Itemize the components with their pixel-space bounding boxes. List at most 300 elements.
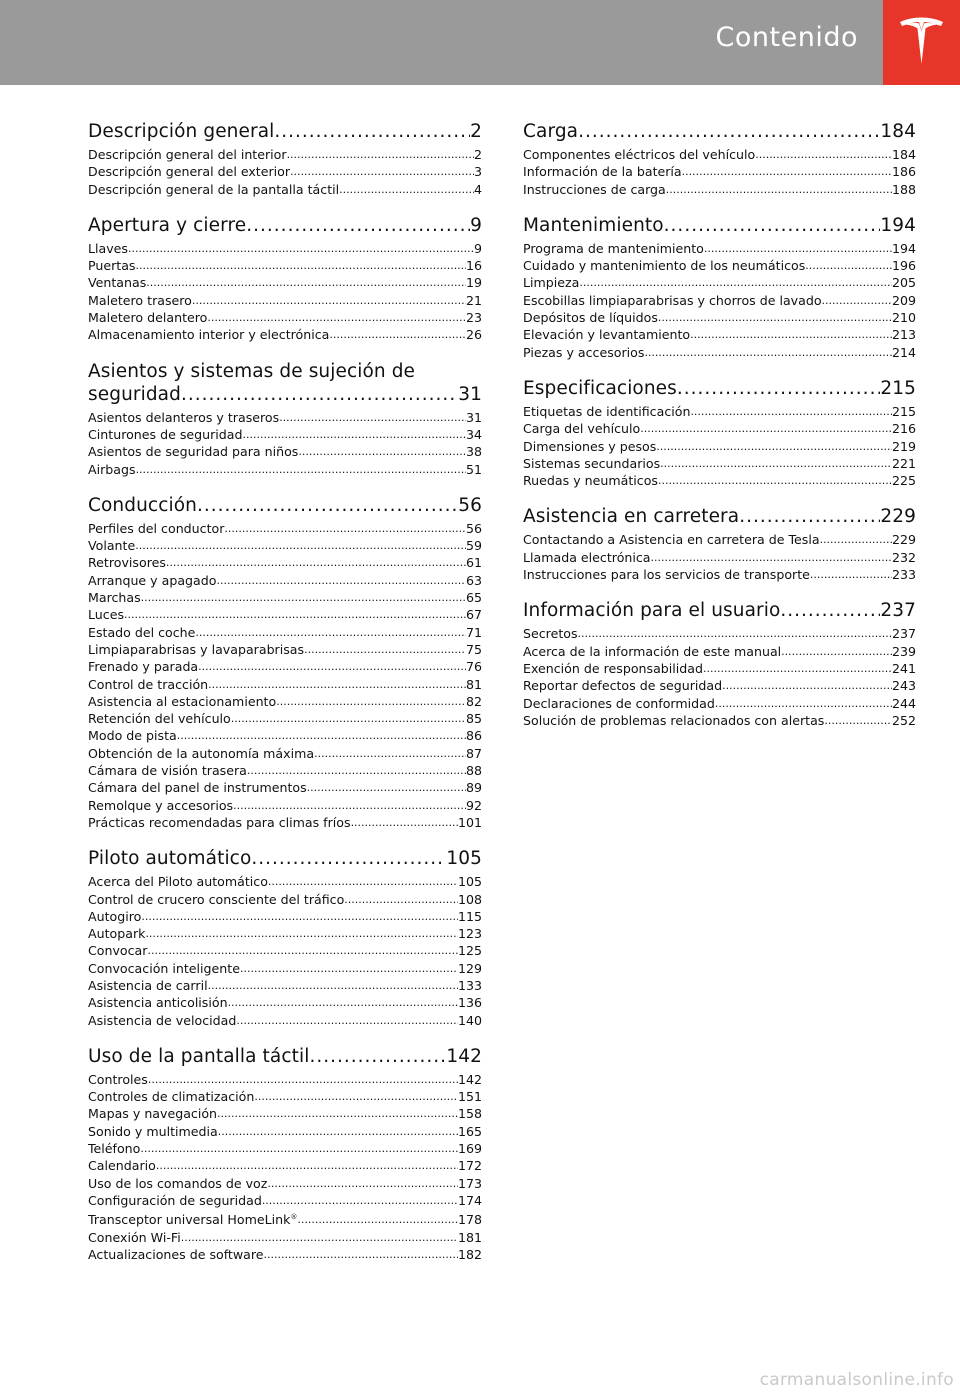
dot-leader [658,472,892,489]
toc-entry[interactable] [523,712,916,729]
toc-entry[interactable] [88,994,482,1011]
section-title-text: Piloto automático [88,848,252,870]
section-title[interactable] [523,120,916,143]
section-page-number: 237 [880,600,916,622]
toc-entry-text: Teléfono [88,1141,141,1157]
toc-entry-label [88,908,141,925]
dot-leader [140,1140,458,1157]
toc-entry-page: 133 [457,977,482,993]
dot-leader [703,660,892,677]
toc-entry[interactable] [88,163,482,180]
dot-leader [644,344,892,361]
section-title[interactable] [523,377,916,400]
dot-leader [136,257,466,274]
toc-entry-text: Llaves [88,240,128,256]
toc-entry[interactable] [523,566,916,583]
dot-leader [267,1175,458,1192]
toc-entry-page: 205 [891,275,916,291]
dot-leader [290,163,474,180]
toc-entry-label [523,677,722,694]
toc-entry[interactable] [88,443,482,460]
toc-entry[interactable] [88,1105,482,1122]
dot-leader [192,292,466,309]
toc-entry[interactable] [523,309,916,326]
toc-entry[interactable] [88,727,482,744]
toc-entry-label [523,625,578,642]
section-items [523,146,916,198]
toc-entry-page: 85 [465,711,482,727]
toc-entry-text: Control de tracción [88,676,209,692]
toc-entry[interactable] [88,606,482,623]
section-title[interactable] [523,214,916,237]
toc-entry-text: Piezas y accesorios [523,344,645,360]
toc-entry[interactable] [523,549,916,566]
toc-entry-page: 173 [457,1175,482,1191]
toc-entry-label [523,472,658,489]
toc-entry[interactable] [523,643,916,660]
section-title-line2: seguridad [88,383,181,405]
toc-entry[interactable] [88,676,482,693]
dot-leader [351,814,458,831]
toc-entry-text: Reportar defectos de seguridad [523,678,723,694]
toc-entry-page: 56 [465,520,482,536]
section-title-text: Uso de la pantalla táctil [88,1045,310,1067]
dot-leader [251,847,446,870]
toc-entry-label [88,163,290,180]
toc-entry-page: 225 [891,473,916,489]
toc-right-column [523,120,916,745]
toc-entry-text: Sistemas secundarios [523,455,661,471]
toc-entry-label [88,326,329,343]
toc-section [88,1045,482,1263]
toc-entry-label [523,420,640,437]
toc-entry[interactable] [523,292,916,309]
toc-entry-page: 158 [457,1106,482,1122]
toc-entry[interactable] [88,1192,482,1209]
toc-entry-label [88,443,298,460]
toc-entry[interactable] [88,520,482,537]
toc-entry[interactable] [88,1012,482,1029]
tesla-logo-icon [883,0,960,85]
dot-leader [664,214,881,237]
toc-entry-page: 196 [891,258,916,274]
dot-leader [141,589,466,606]
toc-entry[interactable] [88,309,482,326]
toc-entry-page: 151 [457,1089,482,1105]
toc-entry-page: 186 [891,164,916,180]
toc-entry-text: Asistencia de carril [88,977,208,993]
section-title-text: Especificaciones [523,377,677,399]
toc-entry-text: Calendario [88,1158,156,1174]
toc-entry[interactable] [88,461,482,478]
toc-entry[interactable] [88,181,482,198]
dot-leader [217,1105,458,1122]
toc-entry-label [88,710,231,727]
section-page-number: 56 [458,494,482,516]
toc-entry[interactable] [523,625,916,642]
dot-leader [148,1071,458,1088]
toc-entry[interactable] [88,146,482,163]
dot-leader [307,779,466,796]
section-items [523,531,916,583]
toc-entry-text: Retrovisores [88,555,166,571]
toc-entry-text: Secretos [523,626,578,642]
toc-entry-text: Frenado y parada [88,659,199,675]
toc-entry[interactable] [88,891,482,908]
toc-entry-text: Llamada electrónica [523,549,651,565]
toc-entry[interactable] [88,960,482,977]
dot-leader [128,240,474,257]
toc-entry-label [523,566,810,583]
toc-entry[interactable] [88,274,482,291]
toc-entry[interactable] [88,572,482,589]
section-title-text: Descripción general [88,121,275,142]
toc-entry[interactable] [88,779,482,796]
toc-entry-label [523,146,755,163]
toc-entry[interactable] [88,658,482,675]
dot-leader [329,326,466,343]
toc-section [523,214,916,361]
dot-leader [651,549,892,566]
toc-entry[interactable] [523,438,916,455]
section-items [88,1071,482,1263]
toc-section [523,120,916,198]
toc-entry-page: 23 [465,310,482,326]
toc-entry-page: 26 [465,327,482,343]
toc-entry-page: 216 [891,421,916,437]
toc-entry-page: 140 [457,1012,482,1028]
toc-section [88,120,482,198]
dot-leader [208,676,466,693]
toc-entry-label [88,274,146,291]
toc-entry[interactable] [88,624,482,641]
toc-entry[interactable] [523,274,916,291]
toc-entry[interactable] [88,1175,482,1192]
toc-entry[interactable] [88,1209,482,1228]
toc-entry-page: 63 [465,572,482,588]
dot-leader [810,566,892,583]
toc-entry[interactable] [88,908,482,925]
dot-leader [822,292,892,309]
toc-entry-page: 169 [457,1141,482,1157]
dot-leader [240,960,458,977]
toc-entry-label [88,292,192,309]
toc-entry-page: 16 [465,258,482,274]
toc-entry-label [88,572,216,589]
toc-entry-label [88,520,224,537]
toc-entry[interactable] [88,537,482,554]
toc-entry[interactable] [523,472,916,489]
toc-entry-label [88,1209,297,1228]
toc-entry-text: Ventanas [88,275,147,291]
toc-entry-text: Configuración de seguridad [88,1192,262,1208]
toc-entry[interactable] [88,814,482,831]
toc-entry-text: Obtención de la autonomía máxima [88,745,315,761]
section-title[interactable] [88,494,482,517]
dot-leader [656,438,892,455]
dot-leader [339,181,474,198]
dot-leader [739,505,880,528]
toc-entry-text: Convocación inteligente [88,960,240,976]
dot-leader [722,677,892,694]
toc-entry[interactable] [88,1246,482,1263]
toc-entry-page: 101 [457,814,482,830]
toc-entry[interactable] [523,677,916,694]
toc-entry-page: 59 [465,538,482,554]
toc-entry-page: 239 [891,643,916,659]
toc-entry-page: 71 [465,624,482,640]
toc-entry-text: Limpieza [523,275,580,291]
toc-entry-label [523,309,658,326]
toc-entry-page: 215 [891,403,916,419]
toc-entry[interactable] [88,942,482,959]
toc-entry-text: Instrucciones de carga [523,181,666,197]
toc-entry-text: Control de crucero consciente del tráfico [88,891,345,907]
section-title-text: Carga [523,121,579,142]
dot-leader [181,383,458,406]
toc-entry-page: 194 [891,240,916,256]
toc-entry-page: 38 [465,444,482,460]
toc-entry-page: 61 [465,555,482,571]
section-title[interactable] [88,120,482,143]
toc-entry-page: 87 [465,745,482,761]
toc-entry-label [523,438,656,455]
toc-entry[interactable] [88,762,482,779]
dot-leader [262,1192,458,1209]
toc-entry[interactable] [523,660,916,677]
toc-entry[interactable] [523,420,916,437]
toc-entry-text: Maletero delantero [88,310,208,326]
toc-entry-page: 237 [891,626,916,642]
toc-entry-label [88,762,247,779]
toc-entry[interactable] [523,257,916,274]
toc-entry-text: Asistencia al estacionamiento [88,693,277,709]
toc-entry-label [523,326,690,343]
section-page-number: 215 [880,377,916,399]
toc-entry-page: 31 [465,409,482,425]
section-title[interactable] [523,505,916,528]
toc-entry-page: 65 [465,590,482,606]
toc-entry-text: Almacenamiento interior y electrónica [88,327,330,343]
toc-entry-page: 232 [891,549,916,565]
toc-entry-page: 184 [891,147,916,162]
toc-entry[interactable] [88,1140,482,1157]
toc-entry-page: 241 [891,660,916,676]
toc-entry-text: Cinturones de seguridad [88,426,243,442]
section-page-number: 194 [880,214,916,236]
toc-entry-text: Carga del vehículo [523,421,641,437]
toc-entry-label [523,274,579,291]
toc-entry-text: Maletero trasero [88,292,192,308]
toc-entry[interactable] [88,240,482,257]
toc-entry-page: 115 [457,908,482,924]
toc-entry-label [88,1192,262,1209]
toc-entry-page: 210 [891,310,916,326]
toc-entry-label [88,814,351,831]
toc-entry[interactable] [88,554,482,571]
toc-entry[interactable] [88,641,482,658]
toc-entry-page: 142 [457,1071,482,1087]
toc-entry-label [88,181,339,198]
toc-entry-page: 92 [465,797,482,813]
toc-entry-page: 181 [457,1229,482,1245]
toc-entry[interactable] [88,326,482,343]
dot-leader [755,146,892,163]
toc-entry-label [88,240,128,257]
toc-entry[interactable] [88,873,482,890]
toc-entry-label [88,727,177,744]
dot-leader [682,163,892,180]
toc-entry[interactable] [88,925,482,942]
section-items [88,520,482,831]
toc-entry[interactable] [88,589,482,606]
toc-entry-label [523,163,682,180]
dot-leader [660,455,892,472]
toc-entry-page: 67 [465,607,482,623]
toc-entry-page: 82 [465,693,482,709]
toc-entry-text: Controles de climatización [88,1089,255,1105]
toc-entry-label [523,712,824,729]
section-page-number: 9 [470,214,482,236]
toc-entry-text: Convocar [88,943,148,959]
toc-entry-page: 19 [465,275,482,291]
toc-entry[interactable] [523,146,916,163]
dot-leader [207,309,466,326]
page-title: Contenido [715,22,858,53]
toc-entry-text: Descripción general del exterior [88,164,291,180]
toc-entry-text: Acerca de la información de este manual [523,643,782,659]
toc-entry[interactable] [523,326,916,343]
dot-leader [309,1045,446,1068]
toc-entry-text: Autopark [88,926,146,942]
toc-entry-label [88,1229,181,1246]
toc-entry[interactable] [523,163,916,180]
toc-entry-text: Dimensiones y pesos [523,438,657,454]
toc-entry-text: Ruedas y neumáticos [523,473,658,489]
toc-entry[interactable] [88,745,482,762]
toc-entry-label [88,797,233,814]
section-title[interactable] [88,847,482,870]
toc-entry[interactable] [88,1157,482,1174]
dot-leader [124,606,466,623]
toc-entry[interactable] [523,403,916,420]
dot-leader [236,1012,458,1029]
section-title[interactable] [88,214,482,237]
toc-entry-page: 233 [891,567,916,583]
dot-leader [264,1246,458,1263]
toc-entry-page: 4 [473,181,482,197]
toc-entry-label [88,1140,140,1157]
toc-entry-label [88,1123,218,1140]
toc-entry[interactable] [523,455,916,472]
dot-leader [780,599,880,622]
toc-entry[interactable] [523,695,916,712]
toc-entry-label [88,426,243,443]
toc-entry-page: 182 [457,1247,482,1263]
toc-entry[interactable] [523,344,916,361]
toc-entry-page: 108 [457,891,482,907]
toc-entry[interactable] [88,977,482,994]
toc-entry[interactable] [88,257,482,274]
toc-entry-label [88,1175,267,1192]
toc-entry-page: 51 [465,461,482,477]
toc-entry-label [88,146,287,163]
section-items [523,625,916,729]
dot-leader [781,643,892,660]
toc-entry-text: Transceptor universal HomeLink [88,1212,291,1228]
toc-entry-label [88,641,304,658]
toc-entry[interactable] [88,1123,482,1140]
watermark: carmanualsonline.info [759,1370,954,1390]
toc-entry[interactable] [88,1229,482,1246]
dot-leader [298,443,466,460]
toc-entry-text: Información de la batería [523,164,682,180]
section-title-text: Apertura y cierre [88,214,247,236]
toc-entry[interactable] [88,409,482,426]
toc-entry[interactable] [523,531,916,548]
toc-entry-text: Etiquetas de identificación [523,403,691,419]
toc-entry-page: 34 [465,426,482,442]
toc-entry-text: Instrucciones para los servicios de transporte [523,567,810,583]
dot-leader [274,120,470,143]
toc-entry[interactable] [523,181,916,198]
toc-entry-page: 214 [891,344,916,360]
toc-entry-page: 76 [465,659,482,675]
toc-entry-page: 188 [891,181,916,197]
section-page-number: 142 [446,1045,482,1067]
toc-entry[interactable] [88,693,482,710]
toc-entry-text: Exención de responsabilidad [523,660,703,676]
toc-entry-label [88,1012,236,1029]
toc-entry[interactable] [523,240,916,257]
toc-entry[interactable] [88,426,482,443]
dot-leader [216,572,465,589]
toc-entry-text: Actualizaciones de software [88,1247,264,1263]
toc-entry-label [88,676,208,693]
dot-leader [147,942,457,959]
toc-entry[interactable] [88,710,482,727]
toc-entry[interactable] [88,1071,482,1088]
toc-entry-label [88,1246,264,1263]
toc-entry-page: 229 [891,532,916,548]
dot-leader [233,797,466,814]
toc-entry[interactable] [88,797,482,814]
section-title[interactable] [523,599,916,622]
toc-section [523,505,916,583]
toc-entry[interactable] [88,1088,482,1105]
section-title-text: Asistencia en carretera [523,506,740,528]
dot-leader [181,1229,458,1246]
section-title[interactable] [88,1045,482,1068]
toc-entry[interactable] [88,292,482,309]
dot-leader [195,624,466,641]
toc-entry-label [88,779,307,796]
toc-entry-text: Cámara de visión trasera [88,763,247,779]
toc-entry-page: 174 [457,1192,482,1208]
section-page-number: 2 [470,121,482,142]
toc-entry-page: 213 [891,327,916,343]
toc-entry-page: 219 [891,438,916,454]
toc-entry-text: Descripción general del interior [88,147,287,162]
dot-leader [166,554,466,571]
toc-entry-label [523,643,781,660]
toc-entry-page: 172 [457,1158,482,1174]
toc-entry-text: Controles [88,1071,148,1087]
dot-leader [690,326,892,343]
toc-entry-label [88,1105,217,1122]
section-title[interactable] [88,360,482,406]
section-items [88,240,482,344]
